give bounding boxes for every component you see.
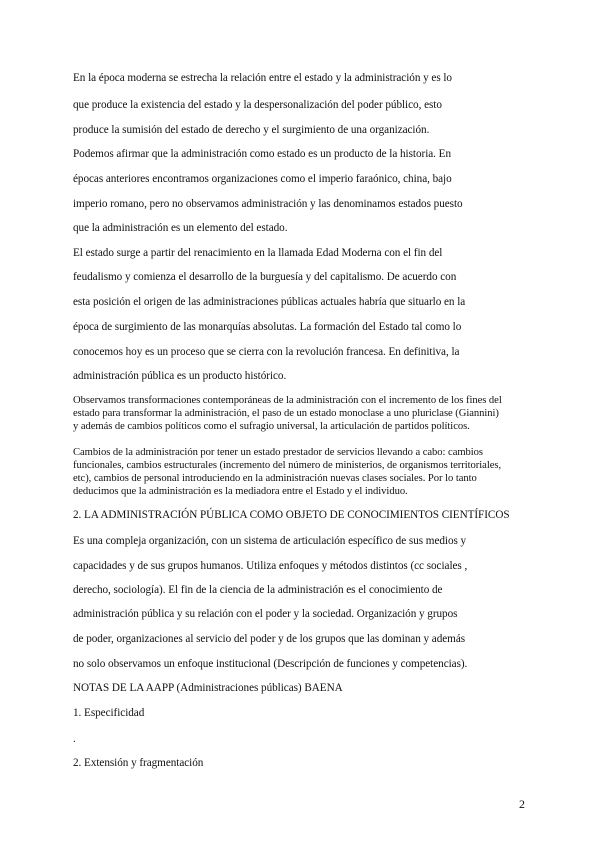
text-line: El estado surge a partir del renacimiento en la llamada Edad Moderna con el fin del: [73, 247, 443, 259]
text-line: deducimos que la administración es la mediadora entre el Estado y el individuo.: [73, 486, 408, 497]
text-line: épocas anteriores encontramos organizaciones como el imperio faraónico, china, bajo: [73, 173, 452, 185]
list-item-specificity: 1. Especificidad: [73, 707, 145, 719]
text-line: esta posición el origen de las administraciones públicas actuales habría que situarlo en la: [73, 296, 466, 308]
text-line: no solo observamos un enfoque institucional (Descripción de funciones y competencias).: [73, 658, 468, 670]
text-line: que la administración es un elemento del estado.: [73, 222, 288, 234]
notes-title: NOTAS DE LA AAPP (Administraciones públicas) BAENA: [73, 682, 343, 694]
list-item-extension: 2. Extensión y fragmentación: [73, 757, 204, 769]
text-line: derecho, sociología). El fin de la ciencia de la administración es el conocimiento de: [73, 584, 443, 596]
text-line: administración pública y su relación con el poder y la sociedad. Organización y grupos: [73, 608, 458, 620]
text-line: capacidades y de sus grupos humanos. Utiliza enfoques y métodos distintos (cc sociales ,: [73, 560, 468, 572]
text-line: produce la sumisión del estado de derecho y el surgimiento de una organización.: [73, 124, 430, 136]
text-line: funcionales, cambios estructurales (incremento del número de ministerios, de organismos territoriales,: [73, 460, 502, 471]
text-line: imperio romano, pero no observamos administración y las denominamos estados puesto: [73, 198, 463, 210]
page-number: 2: [519, 797, 525, 811]
text-line: feudalismo y comienza el desarrollo de la burguesía y del capitalismo. De acuerdo con: [73, 271, 457, 283]
text-line: y además de cambios políticos como el sufragio universal, la articulación de partidos políticos.: [73, 421, 470, 432]
text-line: Es una compleja organización, con un sistema de articulación específico de sus medios y: [73, 535, 467, 547]
text-line: Cambios de la administración por tener un estado prestador de servicios llevando a cabo: cambios: [73, 447, 483, 458]
text-line: estado para transformar la administración, el paso de un estado monoclase a uno pluriclase (Giannini): [73, 408, 499, 419]
stray-dot: .: [73, 733, 76, 745]
text-line: época de surgimiento de las monarquías absolutas. La formación del Estado tal como lo: [73, 321, 462, 333]
text-line: Observamos transformaciones contemporáneas de la administración con el incremento de los fines del: [73, 395, 502, 406]
text-line: Podemos afirmar que la administración como estado es un producto de la historia. En: [73, 148, 451, 160]
text-line: de poder, organizaciones al servicio del poder y de los grupos que las dominan y además: [73, 633, 466, 645]
text-line: que produce la existencia del estado y la despersonalización del poder público, esto: [73, 99, 442, 111]
text-line: conocemos hoy es un proceso que se cierra con la revolución francesa. En definitiva, la: [73, 346, 460, 358]
text-line: etc), cambios de personal introduciendo en la administración nuevas clases sociales. Por lo tanto: [73, 473, 477, 484]
section-heading: 2. LA ADMINISTRACIÓN PÚBLICA COMO OBJETO DE CONOCIMIENTOS CIENTÍFICOS: [73, 509, 510, 521]
text-line: administración pública es un producto histórico.: [73, 370, 287, 382]
text-line: En la época moderna se estrecha la relación entre el estado y la administración y es lo: [73, 72, 452, 84]
